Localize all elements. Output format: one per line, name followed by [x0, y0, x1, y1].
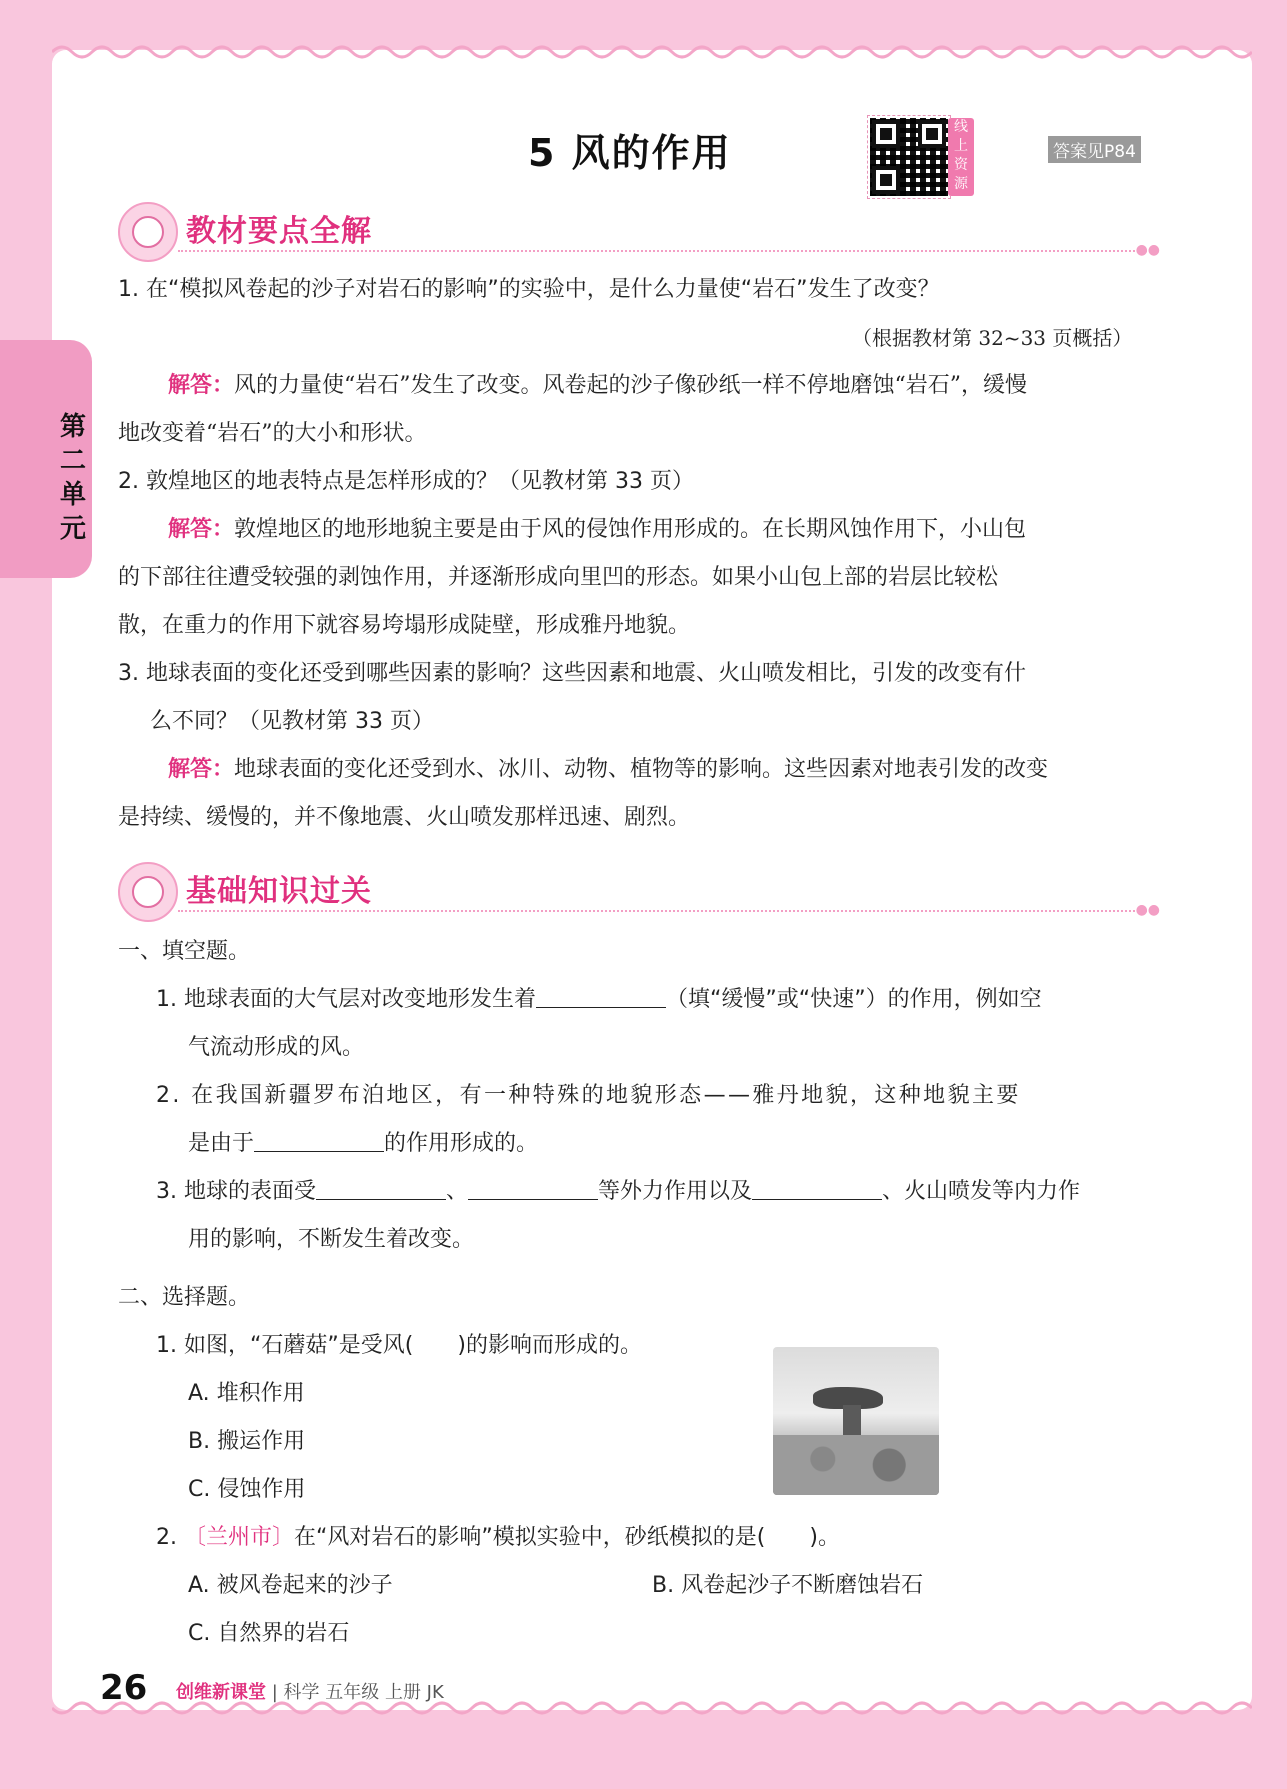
choice-2-option-a[interactable]: A. 被风卷起来的沙子	[188, 1573, 393, 1598]
part-2-title: 二、选择题。	[118, 1285, 251, 1310]
answer-reference: 答案见P84	[1048, 136, 1141, 163]
unit-label: 第二单元	[59, 412, 86, 544]
choice-1-option-c[interactable]: C. 侵蚀作用	[188, 1477, 306, 1502]
question-1: 1. 在“模拟风卷起的沙子对岩石的影响”的实验中，是什么力量使“岩石”发生了改变？	[118, 277, 940, 302]
answer-2-line-1: 解答：敦煌地区的地形地貌主要是由于风的侵蚀作用形成的。在长期风蚀作用下，小山包	[168, 517, 1027, 542]
section-header-key-points	[118, 202, 1158, 258]
page-number: 26	[100, 1668, 148, 1708]
choice-1-question: 1. 如图，“石蘑菇”是受风( )的影响而形成的。	[156, 1333, 642, 1358]
part-1-title: 一、填空题。	[118, 939, 251, 964]
section-header-basic-knowledge	[118, 862, 1158, 918]
wave-border-top	[52, 38, 1252, 60]
answer-blank[interactable]	[752, 1177, 882, 1200]
fill-3-line-2: 用的影响，不断发生着改变。	[188, 1227, 475, 1252]
answer-blank[interactable]	[254, 1129, 384, 1152]
fill-1-line-1: 1. 地球表面的大气层对改变地形发生着 （填“缓慢”或“快速”）的作用，例如空	[156, 987, 1042, 1012]
stone-mushroom-photo	[773, 1347, 939, 1495]
brand-name: 创维新课堂	[176, 1682, 266, 1703]
fill-2-line-1: 2. 在我国新疆罗布泊地区，有一种特殊的地貌形态——雅丹地貌，这种地貌主要	[156, 1083, 1021, 1108]
fill-1-line-2: 气流动形成的风。	[188, 1035, 365, 1060]
answer-2-line-3: 散，在重力的作用下就容易垮塌形成陡壁，形成雅丹地貌。	[118, 613, 691, 638]
unit-side-tab	[0, 340, 92, 578]
choice-2-question: 2. 〔兰州市〕在“风对岩石的影响”模拟实验中，砂纸模拟的是( )。	[156, 1525, 840, 1550]
online-resource-tag: 线上资源	[948, 118, 974, 196]
answer-label: 解答：	[168, 373, 235, 398]
dots-icon: ●●	[1135, 242, 1160, 258]
answer-blank[interactable]	[468, 1177, 598, 1200]
section-title: 基础知识过关	[186, 874, 372, 909]
choice-2-option-b[interactable]: B. 风卷起沙子不断磨蚀岩石	[652, 1573, 924, 1598]
region-tag: 〔兰州市〕	[184, 1525, 295, 1550]
answer-2-line-2: 的下部往往遭受较强的剥蚀作用，并逐渐形成向里凹的形态。如果小山包上部的岩层比较松	[118, 565, 999, 590]
fill-3-line-1: 3. 地球的表面受 、 等外力作用以及 、火山喷发等内力作	[156, 1179, 1081, 1204]
answer-blank[interactable]	[536, 985, 666, 1008]
answer-3-line-2: 是持续、缓慢的，并不像地震、火山喷发那样迅速、剧烈。	[118, 805, 691, 830]
answer-blank[interactable]	[316, 1177, 446, 1200]
cartoon-badge-icon	[118, 862, 178, 922]
page-title: 5 风的作用	[528, 131, 732, 175]
choice-1-option-a[interactable]: A. 堆积作用	[188, 1381, 305, 1406]
question-2: 2. 敦煌地区的地表特点是怎样形成的？（见教材第 33 页）	[118, 469, 694, 494]
answer-1-line-2: 地改变着“岩石”的大小和形状。	[118, 421, 427, 446]
answer-3-line-1: 解答：地球表面的变化还受到水、冰川、动物、植物等的影响。这些因素对地表引发的改变	[168, 757, 1049, 782]
qr-code-icon[interactable]	[868, 116, 950, 198]
answer-label: 解答：	[168, 757, 235, 782]
answer-label: 解答：	[168, 517, 235, 542]
question-1-source: （根据教材第 32~33 页概括）	[852, 326, 1133, 350]
footer-info: 创维新课堂 | 科学 五年级 上册 JK	[176, 1682, 444, 1703]
choice-1-option-b[interactable]: B. 搬运作用	[188, 1429, 306, 1454]
question-3-line-1: 3. 地球表面的变化还受到哪些因素的影响？这些因素和地震、火山喷发相比，引发的改变有什	[118, 661, 1026, 686]
fill-2-line-2: 是由于 的作用形成的。	[188, 1131, 539, 1156]
answer-1-line-1: 解答：风的力量使“岩石”发生了改变。风卷起的沙子像砂纸一样不停地磨蚀“岩石”，缓慢	[168, 373, 1028, 398]
section-title: 教材要点全解	[186, 214, 372, 249]
choice-2-option-c[interactable]: C. 自然界的岩石	[188, 1621, 350, 1646]
cartoon-badge-icon	[118, 202, 178, 262]
question-3-line-2: 么不同？（见教材第 33 页）	[150, 709, 434, 734]
dots-icon: ●●	[1135, 902, 1160, 918]
